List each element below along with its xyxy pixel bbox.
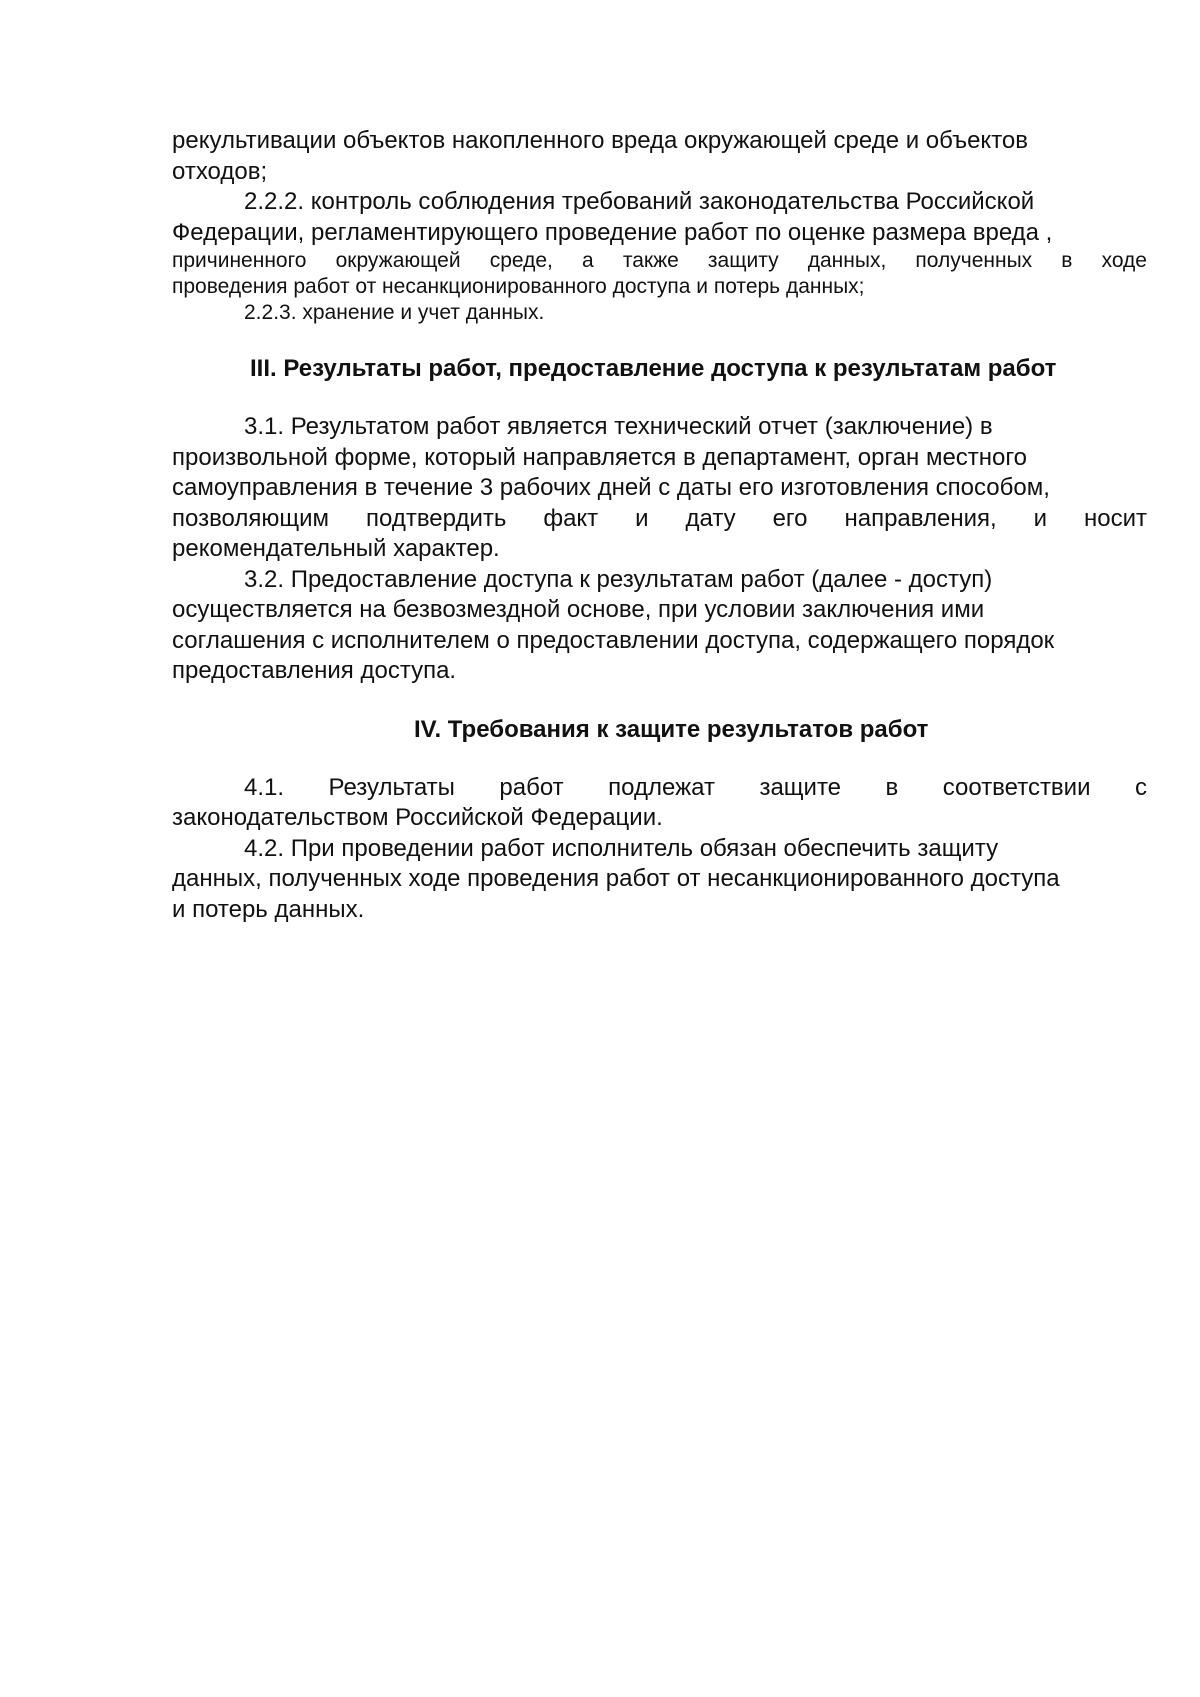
item-2-2-2-line: Федерации, регламентирующего проведение работ по оценке размера вреда , bbox=[172, 218, 1053, 246]
paragraph-3-2-line: соглашения с исполнителем о предоставлении доступа, содержащего порядок bbox=[172, 626, 1055, 654]
paragraph-3-2-line: 3.2. Предоставление доступа к результатам работ (далее - доступ) bbox=[244, 565, 993, 593]
paragraph-3-1-line: рекомендательный характер. bbox=[172, 535, 500, 562]
paragraph-3-1-line: произвольной форме, который направляется в департамент, орган местного bbox=[172, 443, 1027, 471]
paragraph-3-1-line: самоуправления в течение 3 рабочих дней с даты его изготовления способом, bbox=[172, 474, 1050, 501]
text-line: рекультивации объектов накопленного вреда окружающей среде и объектов bbox=[172, 127, 1029, 154]
paragraph-4-1-line: законодательством Российской Федерации. bbox=[172, 804, 663, 831]
item-2-2-3: 2.2.3. хранение и учет данных. bbox=[244, 301, 545, 324]
item-2-2-2-line: 2.2.2. контроль соблюдения требований законодательства Российской bbox=[244, 188, 1035, 215]
paragraph-3-1-line: позволяющим подтвердить факт и дату его направления, и носит bbox=[172, 504, 1147, 532]
document-page bbox=[172, 126, 1147, 925]
item-2-2-2-line: причиненного окружающей среде, а также защиту данных, полученных в ходе bbox=[172, 249, 1147, 272]
item-2-2-2-line: проведения работ от несанкционированного доступа и потерь данных; bbox=[172, 275, 865, 298]
paragraph-4-1-line: 4.1. Результаты работ подлежат защите в соответствии с bbox=[244, 773, 1147, 801]
text-line: отходов; bbox=[172, 157, 268, 185]
paragraph-3-1-line: 3.1. Результатом работ является технический отчет (заключение) в bbox=[244, 413, 993, 440]
section-3-heading: III. Результаты работ, предоставление доступа к результатам работ bbox=[250, 355, 1057, 382]
paragraph-4-2-line: данных, полученных ходе проведения работ от несанкционированного доступа bbox=[172, 865, 1060, 892]
paragraph-3-2-line: осуществляется на безвозмездной основе, при условии заключения ими bbox=[172, 596, 985, 623]
section-4-heading: IV. Требования к защите результатов работ bbox=[414, 715, 929, 743]
paragraph-3-2-line: предоставления доступа. bbox=[172, 657, 457, 684]
paragraph-4-2-line: 4.2. При проведении работ исполнитель обязан обеспечить защиту bbox=[244, 834, 999, 862]
paragraph-4-2-line: и потерь данных. bbox=[172, 895, 365, 923]
